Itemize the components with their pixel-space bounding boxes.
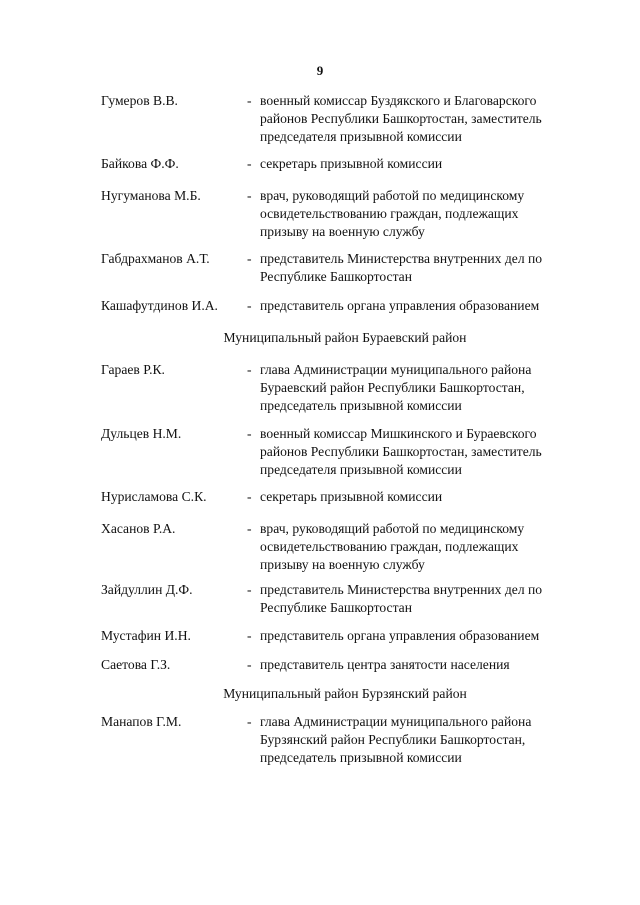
member-name: Гумеров В.В.	[101, 93, 178, 108]
dash: -	[247, 298, 252, 313]
member-role: представитель Министерства внутренних дел по Республике Башкортостан	[260, 582, 543, 615]
member-name: Саетова Г.З.	[101, 657, 171, 672]
member-name: Гараев Р.К.	[101, 362, 165, 377]
member-name: Кашафутдинов И.А.	[101, 298, 218, 313]
dash: -	[247, 489, 252, 504]
dash: -	[247, 188, 252, 203]
member-role: врач, руководящий работой по медицинскому освидетельствованию граждан, подлежащих призыву на военную службу	[260, 521, 525, 572]
dash: -	[247, 426, 252, 441]
dash: -	[247, 657, 252, 672]
member-role: глава Администрации муниципального района Бурзянский район Республики Башкортостан, председатель призывной комиссии	[260, 714, 532, 765]
member-name: Манапов Г.М.	[101, 714, 182, 729]
member-name: Байкова Ф.Ф.	[101, 156, 179, 171]
member-role: врач, руководящий работой по медицинскому освидетельствованию граждан, подлежащих призыву на военную службу	[260, 188, 525, 239]
member-name: Зайдуллин Д.Ф.	[101, 582, 193, 597]
member-role: секретарь призывной комиссии	[260, 156, 443, 171]
member-name: Нурисламова С.К.	[101, 489, 207, 504]
member-role: представитель органа управления образованием	[260, 298, 540, 313]
dash: -	[247, 156, 252, 171]
member-role: военный комиссар Мишкинского и Бураевского районов Республики Башкортостан, заместитель председателя призывной комиссии	[260, 426, 542, 477]
dash: -	[247, 582, 252, 597]
page-number: 9	[316, 63, 324, 78]
dash: -	[247, 93, 252, 108]
dash: -	[247, 714, 252, 729]
member-role: военный комиссар Буздякского и Благоварского районов Республики Башкортостан, заместитель председателя призывной комиссии	[260, 93, 542, 144]
member-role: представитель Министерства внутренних дел по Республике Башкортостан	[260, 251, 543, 284]
member-role: глава Администрации муниципального района Бураевский район Республики Башкортостан, председатель призывной комиссии	[260, 362, 532, 413]
member-role: секретарь призывной комиссии	[260, 489, 443, 504]
member-name: Хасанов Р.А.	[101, 521, 176, 536]
member-name: Габдрахманов А.Т.	[101, 251, 210, 266]
member-role: представитель органа управления образованием	[260, 628, 540, 643]
member-name: Нугуманова М.Б.	[101, 188, 201, 203]
dash: -	[247, 521, 252, 536]
member-name: Дульцев Н.М.	[101, 426, 182, 441]
dash: -	[247, 251, 252, 266]
member-name: Мустафин И.Н.	[101, 628, 191, 643]
dash: -	[247, 628, 252, 643]
section-title: Муниципальный район Бураевский район	[223, 330, 467, 345]
dash: -	[247, 362, 252, 377]
section-title: Муниципальный район Бурзянский район	[223, 686, 467, 701]
member-role: представитель центра занятости населения	[260, 657, 510, 672]
